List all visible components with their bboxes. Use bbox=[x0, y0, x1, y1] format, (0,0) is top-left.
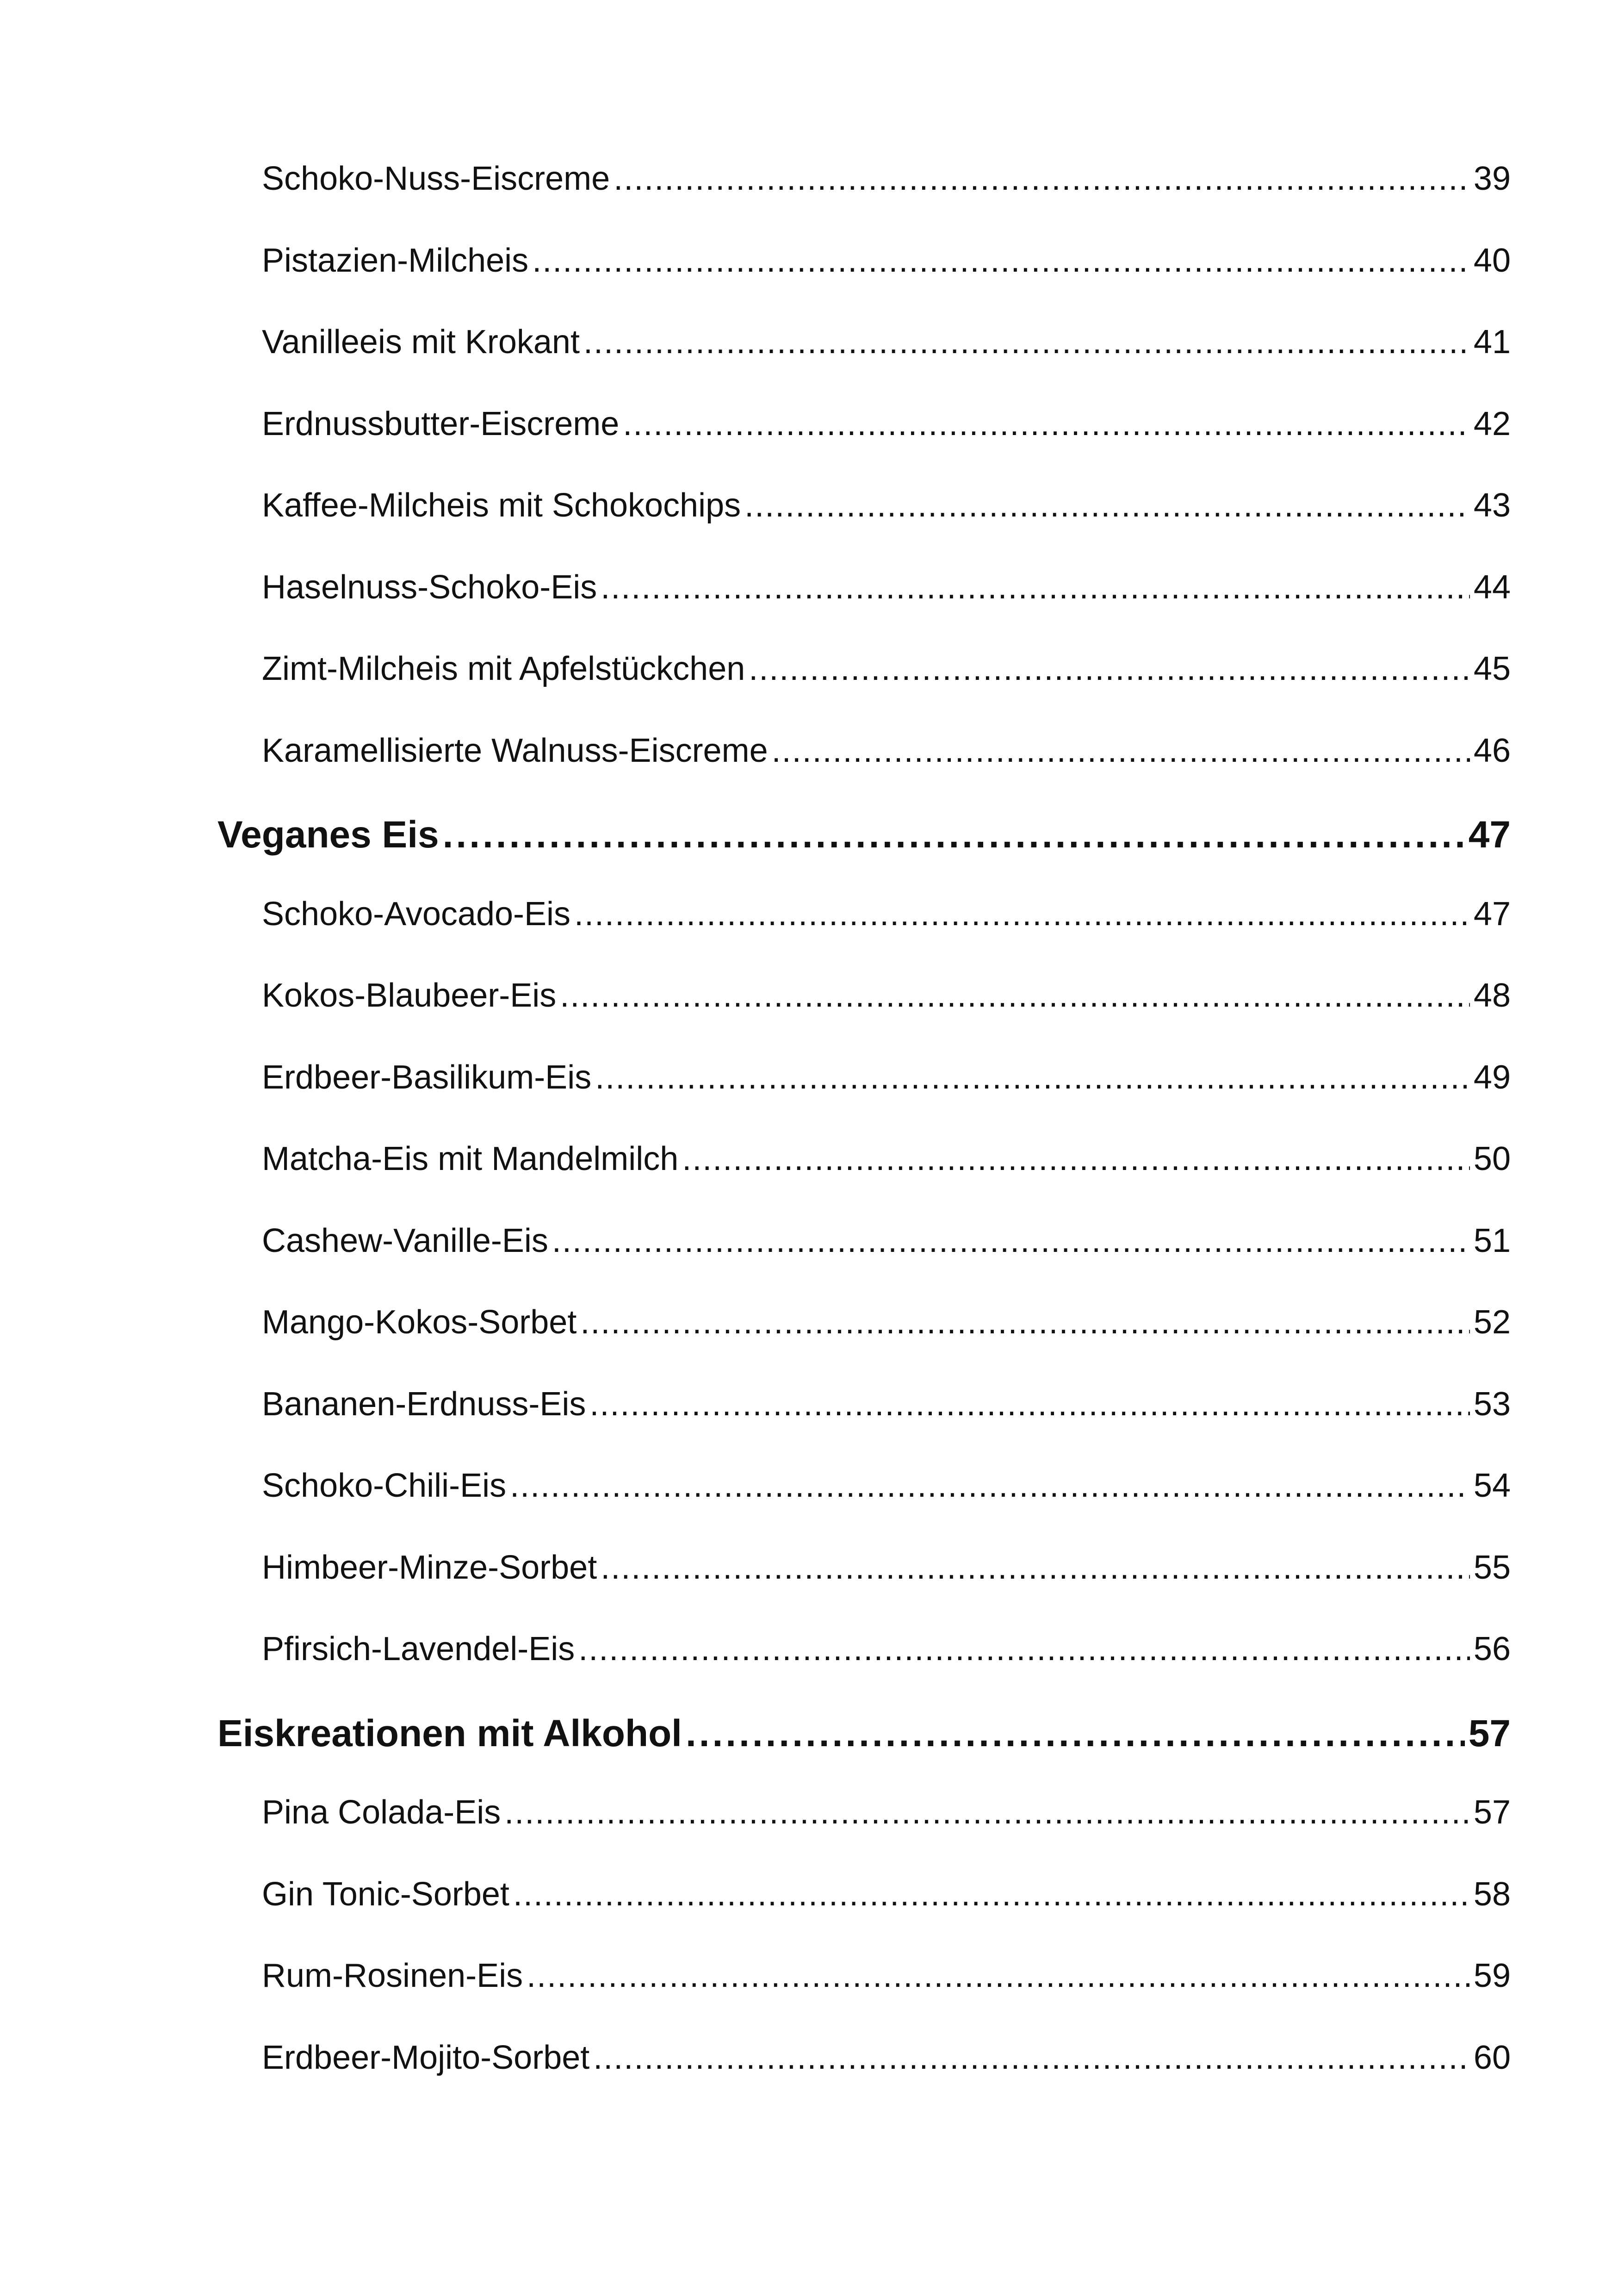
toc-page-number: 47 bbox=[1468, 814, 1511, 856]
toc-entry bbox=[217, 2039, 1511, 2094]
dot-leader bbox=[504, 1793, 1470, 1831]
toc-page-number: 59 bbox=[1473, 1957, 1511, 1994]
toc-entry-title: Kokos-Blaubeer-Eis bbox=[262, 977, 557, 1014]
dot-leader bbox=[682, 1140, 1470, 1178]
toc-page-number: 43 bbox=[1473, 487, 1511, 524]
toc-entry-title: Bananen-Erdnuss-Eis bbox=[262, 1386, 586, 1423]
dot-leader bbox=[595, 1058, 1470, 1096]
toc-page-number: 60 bbox=[1473, 2039, 1511, 2076]
toc-entry-title: Schoko-Avocado-Eis bbox=[262, 896, 571, 933]
dot-leader bbox=[578, 1630, 1470, 1668]
toc-entry bbox=[217, 650, 1511, 705]
toc-section-heading bbox=[217, 813, 1511, 869]
toc-page-number: 45 bbox=[1473, 650, 1511, 687]
toc-page-number: 57 bbox=[1468, 1712, 1511, 1755]
dot-leader bbox=[744, 486, 1470, 524]
toc-page-number: 57 bbox=[1473, 1794, 1511, 1831]
toc-entry bbox=[217, 895, 1511, 951]
toc-entry-title: Schoko-Nuss-Eiscreme bbox=[262, 160, 610, 197]
dot-leader bbox=[686, 1712, 1465, 1755]
toc-entry bbox=[217, 1222, 1511, 1277]
toc-entry bbox=[217, 732, 1511, 787]
toc-entry-title: Erdbeer-Basilikum-Eis bbox=[262, 1059, 592, 1096]
toc-page-number: 56 bbox=[1473, 1630, 1511, 1668]
toc-entry-title: Cashew-Vanille-Eis bbox=[262, 1222, 548, 1259]
toc-page-number: 58 bbox=[1473, 1876, 1511, 1913]
toc-section-title: Eiskreationen mit Alkohol bbox=[217, 1712, 682, 1755]
toc-entry-title: Erdbeer-Mojito-Sorbet bbox=[262, 2039, 590, 2076]
toc-page-number: 49 bbox=[1473, 1059, 1511, 1096]
toc-page-number: 42 bbox=[1473, 405, 1511, 442]
toc-page-number: 52 bbox=[1473, 1304, 1511, 1341]
dot-leader bbox=[614, 160, 1470, 198]
toc-entry-title: Pfirsich-Lavendel-Eis bbox=[262, 1630, 575, 1668]
toc-page-number: 54 bbox=[1473, 1467, 1511, 1504]
toc-section-heading bbox=[217, 1712, 1511, 1767]
toc-page-number: 51 bbox=[1473, 1222, 1511, 1259]
toc-entry-title: Pistazien-Milcheis bbox=[262, 242, 529, 279]
toc-page-number: 40 bbox=[1473, 242, 1511, 279]
toc-entry bbox=[217, 1303, 1511, 1359]
toc-entry bbox=[217, 1385, 1511, 1441]
dot-leader bbox=[574, 895, 1470, 933]
toc-entry bbox=[217, 568, 1511, 624]
dot-leader bbox=[552, 1222, 1470, 1260]
dot-leader bbox=[527, 1957, 1470, 1995]
toc-page-number: 41 bbox=[1473, 324, 1511, 361]
dot-leader bbox=[583, 323, 1470, 361]
toc-entry bbox=[217, 1875, 1511, 1931]
toc-page-number: 44 bbox=[1473, 569, 1511, 606]
toc-entry bbox=[217, 1793, 1511, 1849]
toc-entry-title: Vanilleeis mit Krokant bbox=[262, 324, 580, 361]
toc-entry-title: Pina Colada-Eis bbox=[262, 1794, 501, 1831]
dot-leader bbox=[601, 1549, 1470, 1587]
toc-entry-title: Schoko-Chili-Eis bbox=[262, 1467, 507, 1504]
toc-entry bbox=[217, 1058, 1511, 1114]
dot-leader bbox=[772, 732, 1470, 770]
toc-entry-title: Mango-Kokos-Sorbet bbox=[262, 1304, 577, 1341]
toc-entry-title: Matcha-Eis mit Mandelmilch bbox=[262, 1140, 679, 1177]
toc-entry-title: Erdnussbutter-Eiscreme bbox=[262, 405, 620, 442]
toc-entry-title: Kaffee-Milcheis mit Schokochips bbox=[262, 487, 741, 524]
toc-entry-title: Haselnuss-Schoko-Eis bbox=[262, 569, 597, 606]
dot-leader bbox=[589, 1385, 1470, 1423]
toc-entry bbox=[217, 1140, 1511, 1195]
toc-page-number: 39 bbox=[1473, 160, 1511, 197]
dot-leader bbox=[593, 2039, 1470, 2077]
dot-leader bbox=[601, 568, 1470, 606]
dot-leader bbox=[623, 405, 1470, 443]
dot-leader bbox=[580, 1303, 1470, 1341]
toc-page-number: 55 bbox=[1473, 1549, 1511, 1586]
dot-leader bbox=[749, 650, 1470, 688]
toc-entry-title: Himbeer-Minze-Sorbet bbox=[262, 1549, 597, 1586]
toc-page-number: 48 bbox=[1473, 977, 1511, 1014]
toc-entry bbox=[217, 160, 1511, 215]
toc-page-number: 50 bbox=[1473, 1140, 1511, 1177]
dot-leader bbox=[532, 242, 1470, 280]
toc-entry bbox=[217, 486, 1511, 542]
dot-leader bbox=[510, 1467, 1470, 1505]
dot-leader bbox=[513, 1875, 1470, 1913]
toc-entry bbox=[217, 977, 1511, 1032]
toc-entry bbox=[217, 242, 1511, 297]
toc-entry bbox=[217, 1957, 1511, 2012]
dot-leader bbox=[443, 813, 1465, 857]
toc-entry bbox=[217, 1549, 1511, 1604]
toc-section-title: Veganes Eis bbox=[217, 814, 439, 856]
toc-entry bbox=[217, 1630, 1511, 1686]
toc-entry bbox=[217, 405, 1511, 460]
toc-entry-title: Rum-Rosinen-Eis bbox=[262, 1957, 523, 1994]
dot-leader bbox=[560, 977, 1470, 1014]
toc-page-number: 46 bbox=[1473, 732, 1511, 769]
toc-entry bbox=[217, 1467, 1511, 1522]
toc-entry-title: Gin Tonic-Sorbet bbox=[262, 1876, 509, 1913]
toc-page-number: 47 bbox=[1473, 896, 1511, 933]
toc-entry-title: Zimt-Milcheis mit Apfelstückchen bbox=[262, 650, 745, 687]
toc-entry bbox=[217, 323, 1511, 379]
toc-entry-title: Karamellisierte Walnuss-Eiscreme bbox=[262, 732, 768, 769]
toc-page-number: 53 bbox=[1473, 1386, 1511, 1423]
